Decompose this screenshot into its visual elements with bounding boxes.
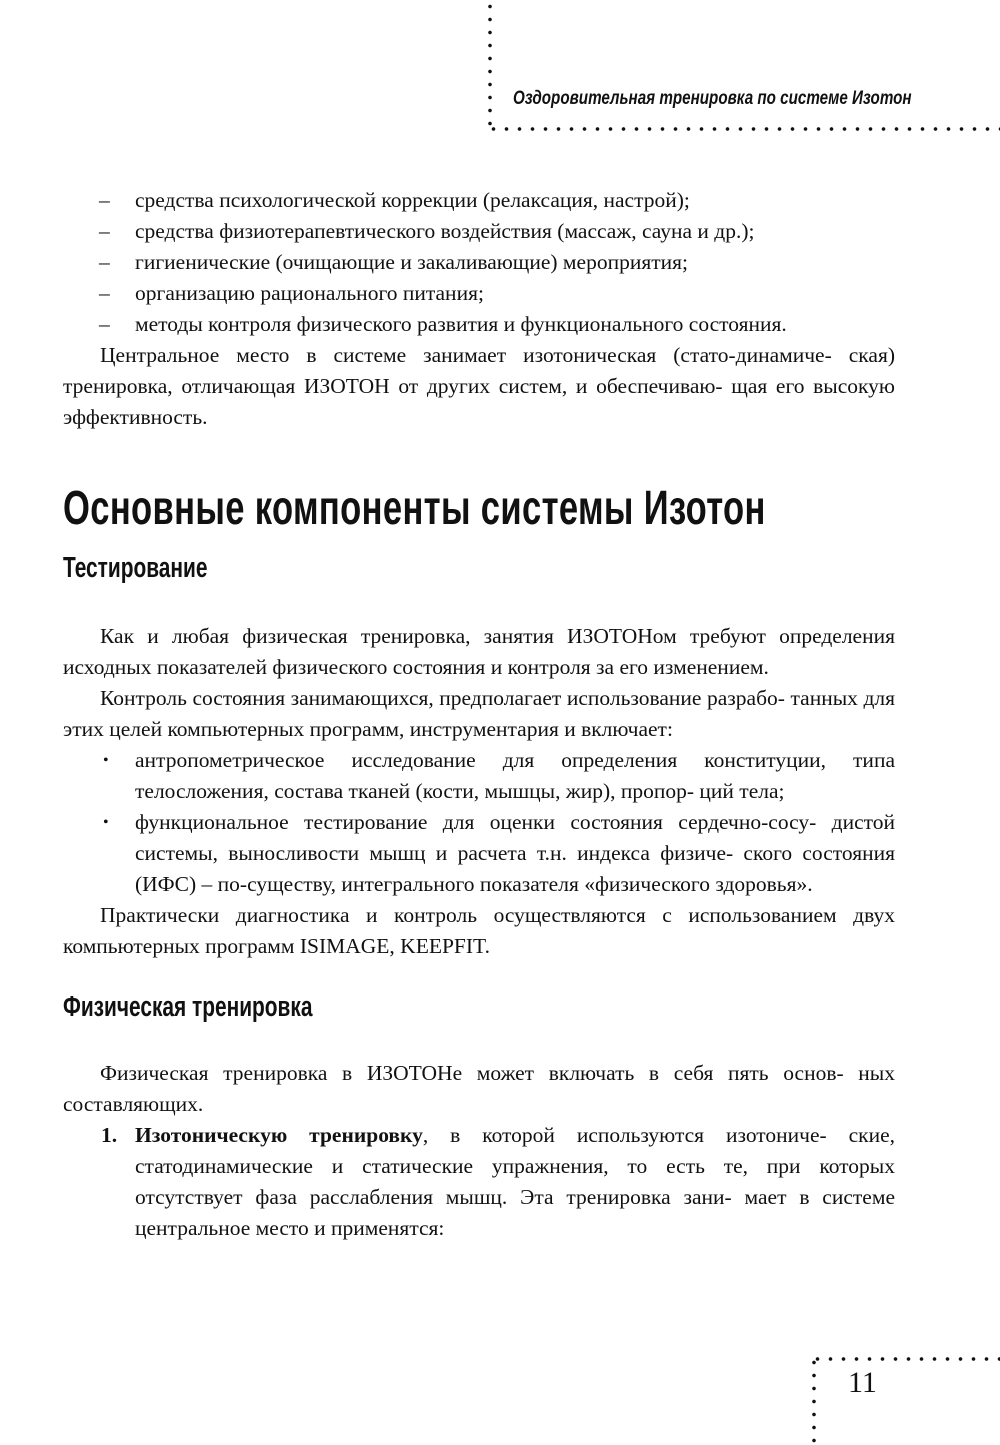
- bullet-marker: •: [103, 814, 109, 831]
- training-numbered-list: [63, 1120, 895, 1244]
- list-item: – методы контроля физического развития и функционального состояния.: [63, 309, 895, 340]
- running-header-title: Оздоровительная тренировка по системе Изотон: [513, 88, 912, 109]
- section-title: Основные компоненты системы Изотон: [63, 482, 766, 535]
- footer-dotted-horizontal-rule: [811, 1356, 1000, 1362]
- dash-marker: –: [99, 188, 110, 212]
- dash-marker: –: [99, 250, 110, 274]
- item-number: 1.: [101, 1123, 118, 1147]
- list-item: [63, 1120, 895, 1244]
- list-item: • антропометрическое исследование для определения конституции, типа телосложения, состава тканей (кости, мышцы, жир), пропор- ций тела;: [63, 745, 895, 807]
- list-item: – гигиенические (очищающие и закаливающие) мероприятия;: [63, 247, 895, 278]
- footer-dotted-vertical-rule: [811, 1356, 817, 1445]
- header-dotted-vertical-rule: [487, 0, 493, 126]
- list-item: – средства физиотерапевтического воздействия (массаж, сауна и др.);: [63, 216, 895, 247]
- training-paragraph-1: Физическая тренировка в ИЗОТОНе может включать в себя пять основ- ных составляющих.: [63, 1061, 895, 1116]
- bullet-marker: •: [103, 752, 109, 769]
- item-bold-term: Изотоническую тренировку: [135, 1123, 423, 1147]
- dash-marker: –: [99, 312, 110, 336]
- list-item: – средства психологической коррекции (релаксация, настрой);: [63, 185, 895, 216]
- testing-heading: Тестирование: [63, 552, 208, 584]
- list-item: – организацию рационального питания;: [63, 278, 895, 309]
- training-heading: Физическая тренировка: [63, 991, 313, 1023]
- dash-marker: –: [99, 281, 110, 305]
- intro-list: [63, 185, 895, 340]
- page-body: [63, 185, 895, 1244]
- testing-bullets: [63, 745, 895, 900]
- list-item: • функциональное тестирование для оценки состояния сердечно-сосу- дистой системы, выносливости мышц и расчета т.н. индекса физиче- ского состояния (ИФС) – по-существу, интегрального показателя «физического здоровья».: [63, 807, 895, 900]
- page-number: 11: [848, 1366, 877, 1399]
- testing-paragraph-3: Практически диагностика и контроль осуществляются с использованием двух компьютерных программ ISIMAGE, KEEPFIT.: [63, 903, 895, 958]
- item-text: , в которой используются изотониче- ские, статодинамические и статические упражнения, то есть те, при которых отсутствует фаза расслабления мышц. Эта тренировка зани- мает в системе центральное место и применятся:: [135, 1123, 895, 1240]
- intro-paragraph: Центральное место в системе занимает изотоническая (стато-динамиче- ская) тренировка, отличающая ИЗОТОН от других систем, и обеспечиваю- щая его высокую эффективность.: [63, 343, 895, 429]
- testing-paragraph-1: Как и любая физическая тренировка, занятия ИЗОТОНом требуют определения исходных показателей физического состояния и контроля за его изменением.: [63, 624, 895, 679]
- dash-marker: –: [99, 219, 110, 243]
- testing-paragraph-2: Контроль состояния занимающихся, предполагает использование разрабо- танных для этих целей компьютерных программ, инструментария и включает:: [63, 686, 895, 741]
- header-dotted-horizontal-rule: [487, 126, 1000, 132]
